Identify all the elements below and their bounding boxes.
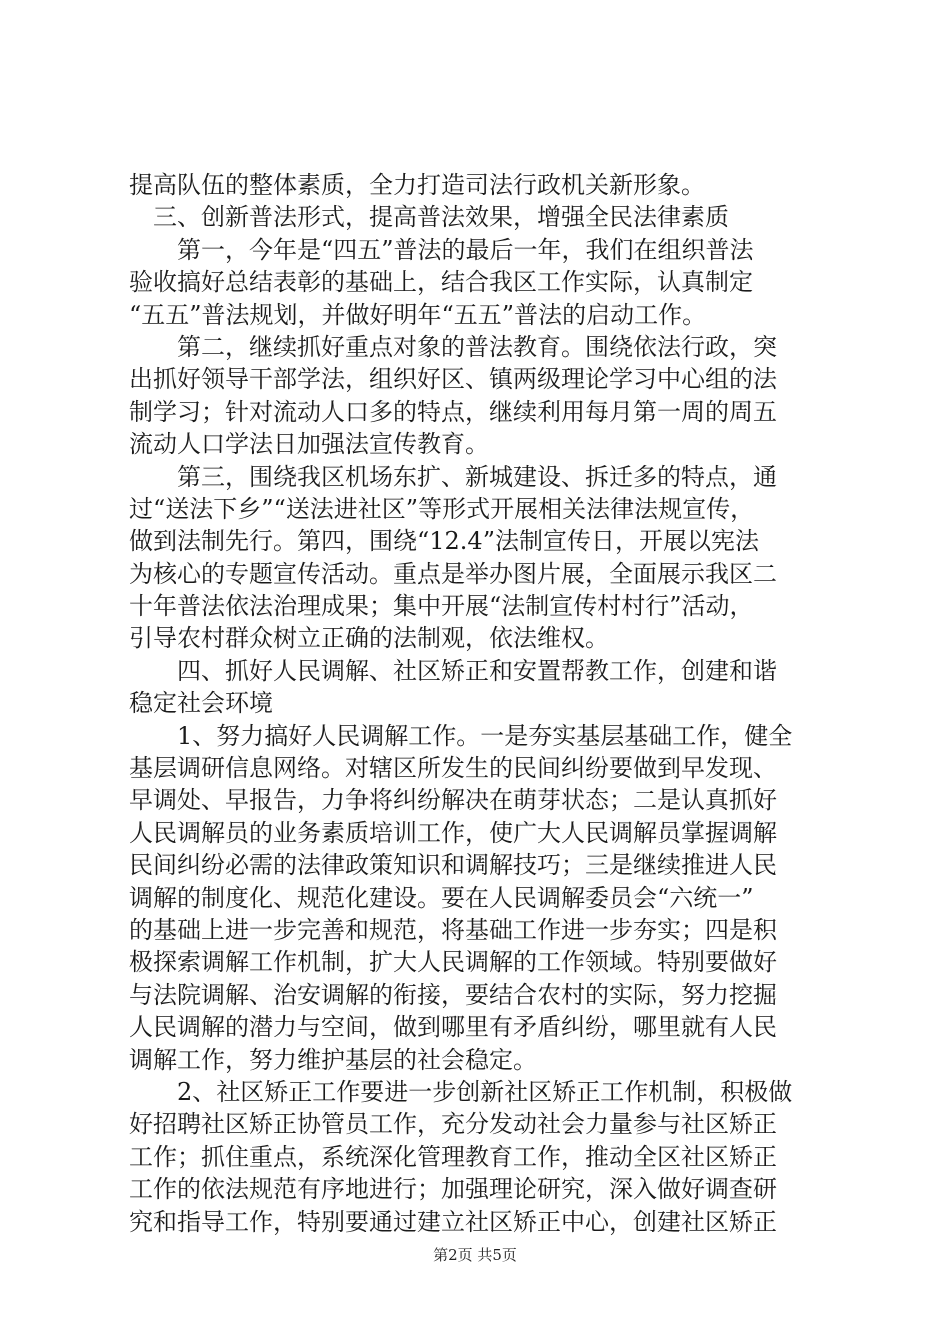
text-line: 极探索调解工作机制，扩大人民调解的工作领域。特别要做好 xyxy=(129,948,777,977)
text-line: 第三，围绕我区机场东扩、新城建设、拆迁多的特点，通 xyxy=(129,462,777,491)
text-line: “五五”普法规划，并做好明年“五五”普法的启动工作。 xyxy=(129,300,707,329)
text-line: 民间纠纷必需的法律政策知识和调解技巧；三是继续推进人民 xyxy=(129,851,777,880)
text-line: 2、社区矫正工作要进一步创新社区矫正工作机制，积极做 xyxy=(129,1077,793,1106)
text-line: 早调处、早报告，力争将纠纷解决在萌芽状态；二是认真抓好 xyxy=(129,786,777,815)
text-line: 三、创新普法形式，提高普法效果，增强全民法律素质 xyxy=(129,203,729,232)
text-line: 调解工作，努力维护基层的社会稳定。 xyxy=(129,1045,537,1074)
text-line: 工作的依法规范有序地进行；加强理论研究，深入做好调查研 xyxy=(129,1175,777,1204)
text-line: 流动人口学法日加强法宣传教育。 xyxy=(129,430,489,459)
text-line: 提高队伍的整体素质，全力打造司法行政机关新形象。 xyxy=(129,171,705,199)
text-line: 制学习；针对流动人口多的特点，继续利用每月第一周的周五 xyxy=(129,397,777,426)
text-line: 四、抓好人民调解、社区矫正和安置帮教工作，创建和谐 xyxy=(129,656,777,685)
text-line: 工作；抓住重点，系统深化管理教育工作，推动全区社区矫正 xyxy=(129,1142,777,1171)
text-line: 基层调研信息网络。对辖区所发生的民间纠纷要做到早发现、 xyxy=(129,754,777,783)
text-line: 做到法制先行。第四，围绕“12.4”法制宣传日，开展以宪法 xyxy=(129,527,759,556)
page-footer: 第2页 共5页 xyxy=(433,1246,517,1264)
text-line: 验收搞好总结表彰的基础上，结合我区工作实际，认真制定 xyxy=(129,268,753,297)
text-line: 十年普法依法治理成果；集中开展“法制宣传村村行”活动， xyxy=(129,592,754,621)
text-line: 调解的制度化、规范化建设。要在人民调解委员会“六统一” xyxy=(129,883,754,912)
text-line: 人民调解的潜力与空间，做到哪里有矛盾纠纷，哪里就有人民 xyxy=(129,1013,777,1042)
text-line: 稳定社会环境 xyxy=(129,689,273,718)
document-body xyxy=(129,169,829,1238)
text-line: 与法院调解、治安调解的衔接，要结合农村的实际，努力挖掘 xyxy=(129,980,777,1009)
text-line: 出抓好领导干部学法，组织好区、镇两级理论学习中心组的法 xyxy=(129,365,777,394)
text-line: 究和指导工作，特别要通过建立社区矫正中心，创建社区矫正 xyxy=(129,1207,777,1236)
text-line: 过“送法下乡”“送法进社区”等形式开展相关法律法规宣传， xyxy=(129,494,755,523)
text-line: 第二，继续抓好重点对象的普法教育。围绕依法行政，突 xyxy=(129,332,777,361)
text-line: 为核心的专题宣传活动。重点是举办图片展，全面展示我区二 xyxy=(129,559,777,588)
text-line: 引导农村群众树立正确的法制观，依法维权。 xyxy=(129,624,609,653)
text-line: 人民调解员的业务素质培训工作，使广大人民调解员掌握调解 xyxy=(129,818,777,847)
text-line: 1、努力搞好人民调解工作。一是夯实基层基础工作，健全 xyxy=(129,721,793,750)
text-line: 好招聘社区矫正协管员工作，充分发动社会力量参与社区矫正 xyxy=(129,1110,777,1139)
text-line: 第一，今年是“四五”普法的最后一年，我们在组织普法 xyxy=(129,235,754,264)
text-line: 的基础上进一步完善和规范，将基础工作进一步夯实；四是积 xyxy=(129,915,777,944)
